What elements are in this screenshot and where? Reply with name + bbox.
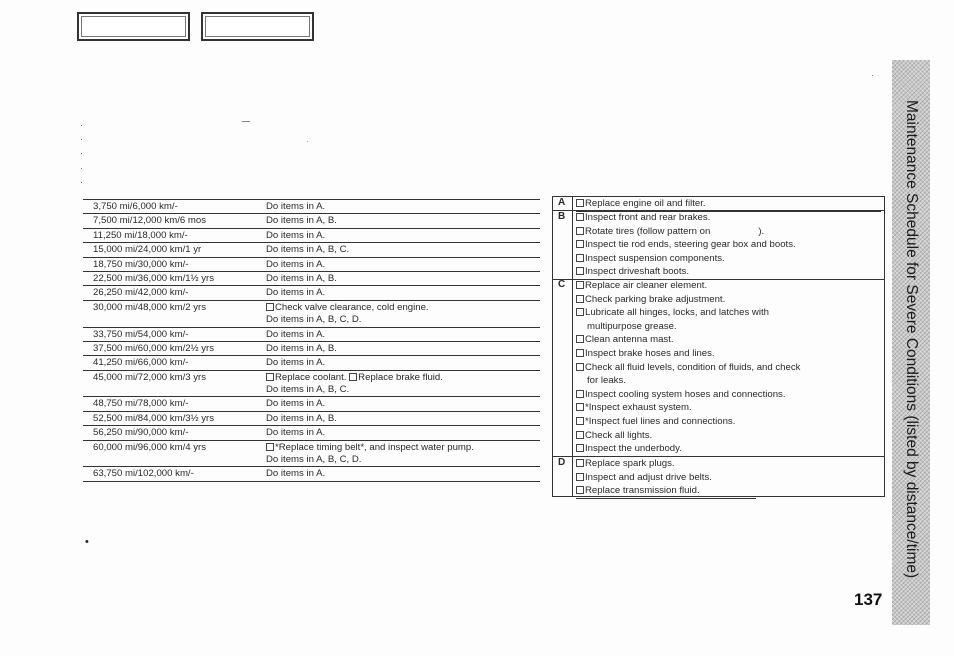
- schedule-distance: 45,000 mi/72,000 km/3 yrs: [93, 371, 207, 383]
- group-c-item: Inspect the underbody.: [576, 442, 711, 457]
- checkbox-icon: [576, 308, 584, 316]
- schedule-row: [83, 397, 540, 411]
- checkbox-icon: [576, 363, 584, 371]
- schedule-row: [83, 301, 540, 328]
- checkbox-icon: [576, 295, 584, 303]
- schedule-row: [83, 328, 540, 342]
- schedule-action: Do items in A.: [266, 287, 326, 299]
- schedule-row: [83, 243, 540, 257]
- checkbox-icon: [576, 486, 584, 494]
- checkbox-icon: [576, 431, 584, 439]
- schedule-action: Do items in A.: [266, 357, 326, 369]
- schedule-distance: 56,250 mi/90,000 km/-: [93, 427, 189, 439]
- group-d-item: Inspect and adjust drive belts.: [576, 471, 881, 485]
- group-b-item: Inspect front and rear brakes.: [576, 211, 881, 225]
- schedule-row: [83, 272, 540, 286]
- schedule-distance: 11,250 mi/18,000 km/-: [93, 229, 188, 241]
- schedule-action: Do items in A, B, C, D.: [266, 314, 362, 326]
- checkbox-icon: [576, 459, 584, 467]
- tab-left: [77, 12, 190, 41]
- group-b-item: Inspect suspension components.: [576, 252, 881, 266]
- group-c-item: Inspect brake hoses and lines.: [576, 347, 881, 361]
- schedule-action: Do items in A, B.: [266, 412, 337, 424]
- schedule-row: [83, 286, 540, 300]
- group-d-item: Replace spark plugs.: [576, 457, 881, 471]
- items-table: [552, 196, 885, 497]
- schedule-row: [83, 214, 540, 228]
- schedule-row: [83, 467, 540, 481]
- group-d-item: Replace transmission fluid.: [576, 484, 756, 499]
- schedule-action: Replace coolant. Replace brake fluid.: [266, 372, 443, 384]
- schedule-row: [83, 229, 540, 243]
- checkbox-icon: [576, 390, 584, 398]
- group-c-item: *Inspect exhaust system.: [576, 401, 881, 415]
- schedule-action: Do items in A, B.: [266, 215, 337, 227]
- checkbox-icon: [576, 349, 584, 357]
- corner-mark: ·: [871, 70, 874, 80]
- schedule-action: Do items in A.: [266, 398, 326, 410]
- schedule-distance: 3,750 mi/6,000 km/-: [93, 201, 178, 212]
- schedule-action: Do items in A.: [266, 468, 326, 480]
- group-c-item: Clean antenna mast.: [576, 333, 881, 347]
- schedule-row: [83, 371, 540, 398]
- group-a-item: Replace engine oil and filter.: [576, 197, 881, 212]
- schedule-row: [83, 342, 540, 356]
- schedule-row: [83, 441, 540, 468]
- checkbox-icon: [266, 303, 274, 311]
- checkbox-icon: [576, 254, 584, 262]
- dot-mark: ·: [306, 137, 309, 146]
- group-c-item: Check parking brake adjustment.: [576, 293, 881, 307]
- bullet-mark: •: [85, 536, 89, 548]
- checkbox-icon: [576, 403, 584, 411]
- dash-mark: [242, 121, 250, 122]
- schedule-action: Do items in A.: [266, 427, 326, 439]
- group-label-c: C: [558, 279, 566, 290]
- schedule-action: Check valve clearance, cold engine.: [266, 302, 429, 314]
- group-b-item: Inspect driveshaft boots.: [576, 265, 736, 280]
- schedule-action: Do items in A.: [266, 201, 326, 212]
- schedule-table: [83, 199, 540, 482]
- schedule-distance: 7,500 mi/12,000 km/6 mos: [93, 215, 207, 227]
- schedule-action: Do items in A.: [266, 229, 326, 241]
- checkbox-icon: [266, 373, 274, 381]
- schedule-action: Do items in A, B.: [266, 342, 337, 354]
- group-c-item: Check all fluid levels, condition of fluids, and check for leaks.: [576, 361, 881, 388]
- schedule-row: [83, 426, 540, 440]
- group-c-item: Replace air cleaner element.: [576, 279, 881, 293]
- schedule-distance: 52,500 mi/84,000 km/3½ yrs: [93, 412, 215, 424]
- group-label-b: B: [558, 211, 566, 222]
- schedule-distance: 37,500 mi/60,000 km/2½ yrs: [93, 342, 215, 354]
- schedule-row: [83, 356, 540, 370]
- checkbox-icon: [576, 281, 584, 289]
- schedule-row: [83, 258, 540, 272]
- schedule-action: Do items in A, B, C.: [266, 244, 350, 256]
- schedule-distance: 33,750 mi/54,000 km/-: [93, 328, 189, 340]
- schedule-row: [83, 200, 540, 214]
- schedule-distance: 63,750 mi/102,000 km/-: [93, 468, 194, 480]
- group-c-item: Check all lights.: [576, 429, 881, 443]
- schedule-distance: 22,500 mi/36,000 km/1½ yrs: [93, 272, 215, 284]
- schedule-row: [83, 412, 540, 426]
- checkbox-icon: [576, 335, 584, 343]
- group-c-item: Lubricate all hinges, locks, and latches with multipurpose grease.: [576, 306, 881, 333]
- checkbox-icon: [266, 443, 274, 451]
- schedule-distance: 30,000 mi/48,000 km/2 yrs: [93, 301, 207, 313]
- checkbox-icon: [576, 267, 584, 275]
- sidebar-title: Maintenance Schedule for Severe Conditions (listed by distance/time): [903, 100, 920, 579]
- schedule-distance: 18,750 mi/30,000 km/-: [93, 258, 189, 270]
- tab-right: [201, 12, 314, 41]
- schedule-action: *Replace timing belt*, and inspect water pump.: [266, 442, 474, 454]
- schedule-action: Do items in A, B, C.: [266, 384, 350, 396]
- schedule-action: Do items in A, B, C, D.: [266, 454, 362, 466]
- schedule-action: Do items in A.: [266, 258, 326, 270]
- checkbox-icon: [349, 373, 357, 381]
- group-label-a: A: [558, 197, 566, 208]
- checkbox-icon: [576, 444, 584, 452]
- schedule-action: Do items in A, B.: [266, 272, 337, 284]
- group-c-item: *Inspect fuel lines and connections.: [576, 415, 881, 429]
- schedule-distance: 60,000 mi/96,000 km/4 yrs: [93, 441, 207, 453]
- checkbox-icon: [576, 227, 584, 235]
- group-label-d: D: [558, 457, 566, 468]
- schedule-distance: 26,250 mi/42,000 km/-: [93, 287, 189, 299]
- checkbox-icon: [576, 473, 584, 481]
- checkbox-icon: [576, 213, 584, 221]
- group-b-item: Inspect tie rod ends, steering gear box and boots.: [576, 238, 881, 252]
- group-c-item: Inspect cooling system hoses and connections.: [576, 388, 881, 402]
- schedule-distance: 48,750 mi/78,000 km/-: [93, 398, 189, 410]
- checkbox-icon: [576, 417, 584, 425]
- schedule-distance: 15,000 mi/24,000 km/1 yr: [93, 244, 202, 256]
- checkbox-icon: [576, 199, 584, 207]
- bullet-marks: · · · · ·: [80, 120, 83, 187]
- schedule-distance: 41,250 mi/66,000 km/-: [93, 357, 189, 369]
- group-b-item: Rotate tires (follow pattern on ).: [576, 225, 881, 239]
- schedule-action: Do items in A.: [266, 328, 326, 340]
- checkbox-icon: [576, 240, 584, 248]
- page-number: 137: [854, 590, 883, 609]
